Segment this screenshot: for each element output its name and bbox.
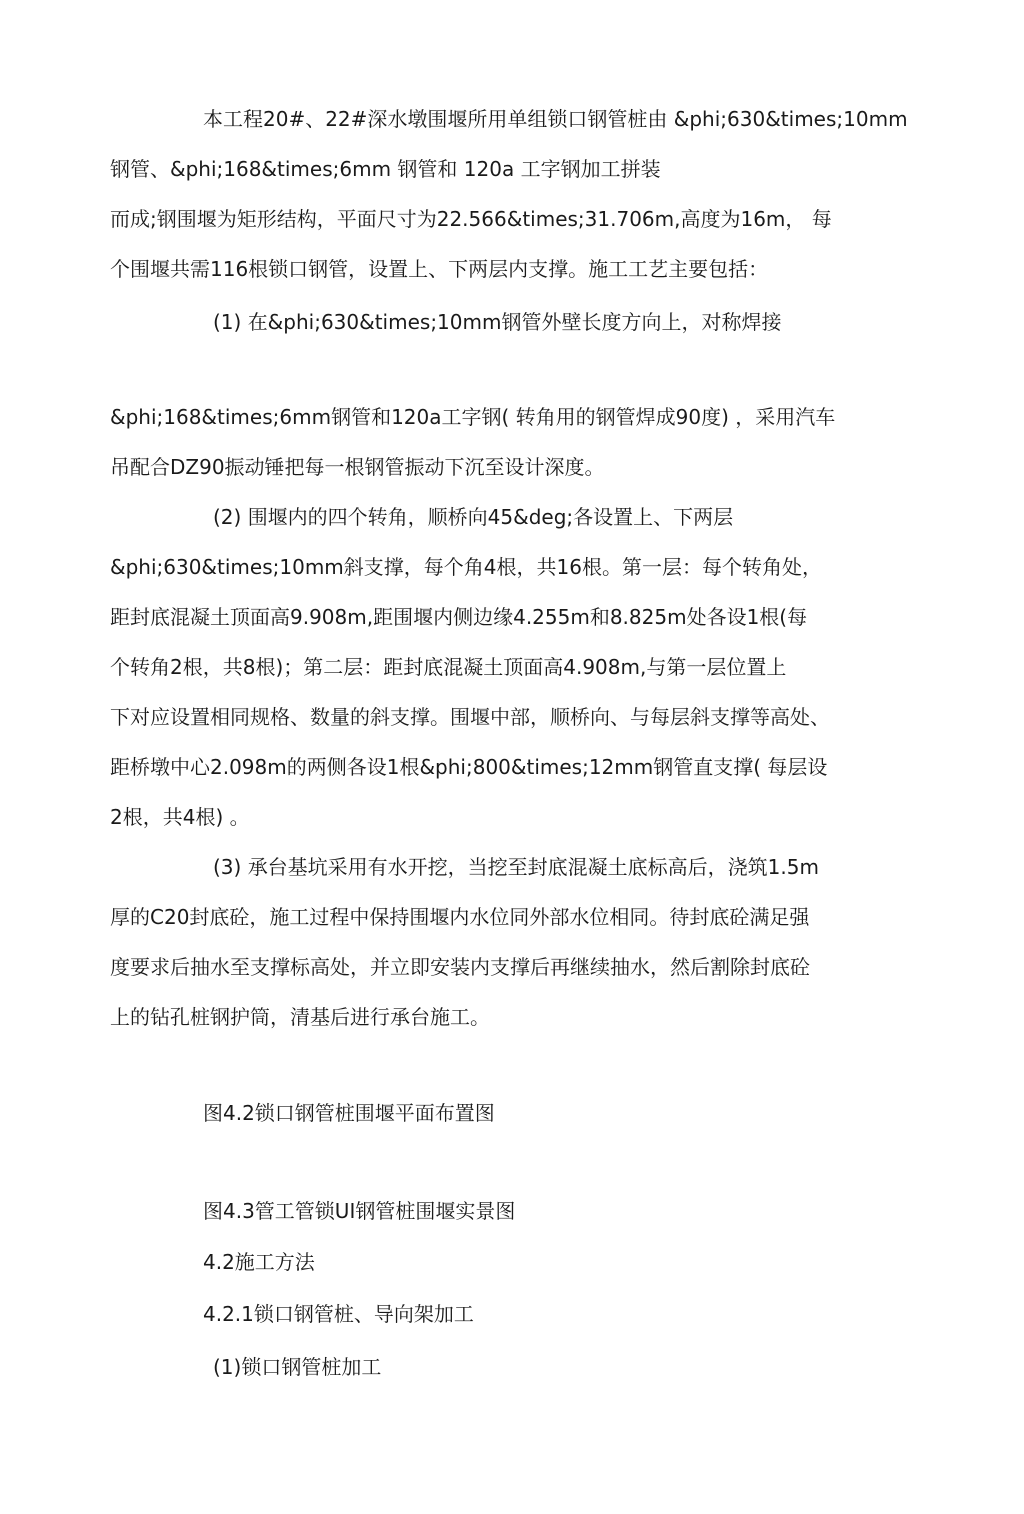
subsection-heading: 4.2.1锁口钢管桩、导向架加工 xyxy=(203,1302,474,1326)
subsubsection-heading: (1)锁口钢管桩加工 xyxy=(213,1355,382,1379)
text-line: 个转角2根，共8根)；第二层：距封底混凝土顶面高4.908m,与第一层位置上 xyxy=(110,655,787,679)
text-line: (2) 围堰内的四个转角，顺桥向45&deg;各设置上、下两层 xyxy=(213,505,734,529)
figure-caption: 图4.2锁口钢管桩围堰平面布置图 xyxy=(203,1101,495,1125)
text-line: (3) 承台基坑采用有水开挖，当挖至封底混凝土底标高后，浇筑1.5m xyxy=(213,855,819,879)
figure-caption: 图4.3管工管锁UI钢管桩围堰实景图 xyxy=(203,1199,516,1223)
text-line: 度要求后抽水至支撑标高处，并立即安装内支撑后再继续抽水，然后割除封底砼 xyxy=(110,955,810,979)
text-line: 本工程20#、22#深水墩围堰所用单组锁口钢管桩由 &phi;630&times;10mm xyxy=(203,107,908,131)
text-line: 而成;钢围堰为矩形结构，平面尺寸为22.566&times;31.706m,高度为16m， 每 xyxy=(110,207,832,231)
text-line: 距桥墩中心2.098m的两侧各设1根&phi;800&times;12mm钢管直支撑( 每层设 xyxy=(110,755,828,779)
text-line: 上的钻孔桩钢护筒，清基后进行承台施工。 xyxy=(110,1005,490,1029)
text-line: 吊配合DZ90振动锤把每一根钢管振动下沉至设计深度。 xyxy=(110,455,605,479)
text-line: &phi;168&times;6mm钢管和120a工字钢( 转角用的钢管焊成90度) ，采用汽车 xyxy=(110,405,836,429)
text-line: (1) 在&phi;630&times;10mm钢管外壁长度方向上，对称焊接 xyxy=(213,310,782,334)
text-line: 钢管、&phi;168&times;6mm 钢管和 120a 工字钢加工拼装 xyxy=(110,157,661,181)
text-line: 下对应设置相同规格、数量的斜支撑。围堰中部，顺桥向、与每层斜支撑等高处、 xyxy=(110,705,830,729)
section-heading: 4.2施工方法 xyxy=(203,1250,315,1274)
text-line: 厚的C20封底砼，施工过程中保持围堰内水位同外部水位相同。待封底砼满足强 xyxy=(110,905,810,929)
text-line: &phi;630&times;10mm斜支撑，每个角4根，共16根。第一层：每个转角处， xyxy=(110,555,822,579)
text-line: 2根，共4根) 。 xyxy=(110,805,250,829)
text-line: 个围堰共需116根锁口钢管，设置上、下两层内支撑。施工工艺主要包括： xyxy=(110,257,769,281)
text-line: 距封底混凝土顶面高9.908m,距围堰内侧边缘4.255m和8.825m处各设1根(每 xyxy=(110,605,808,629)
